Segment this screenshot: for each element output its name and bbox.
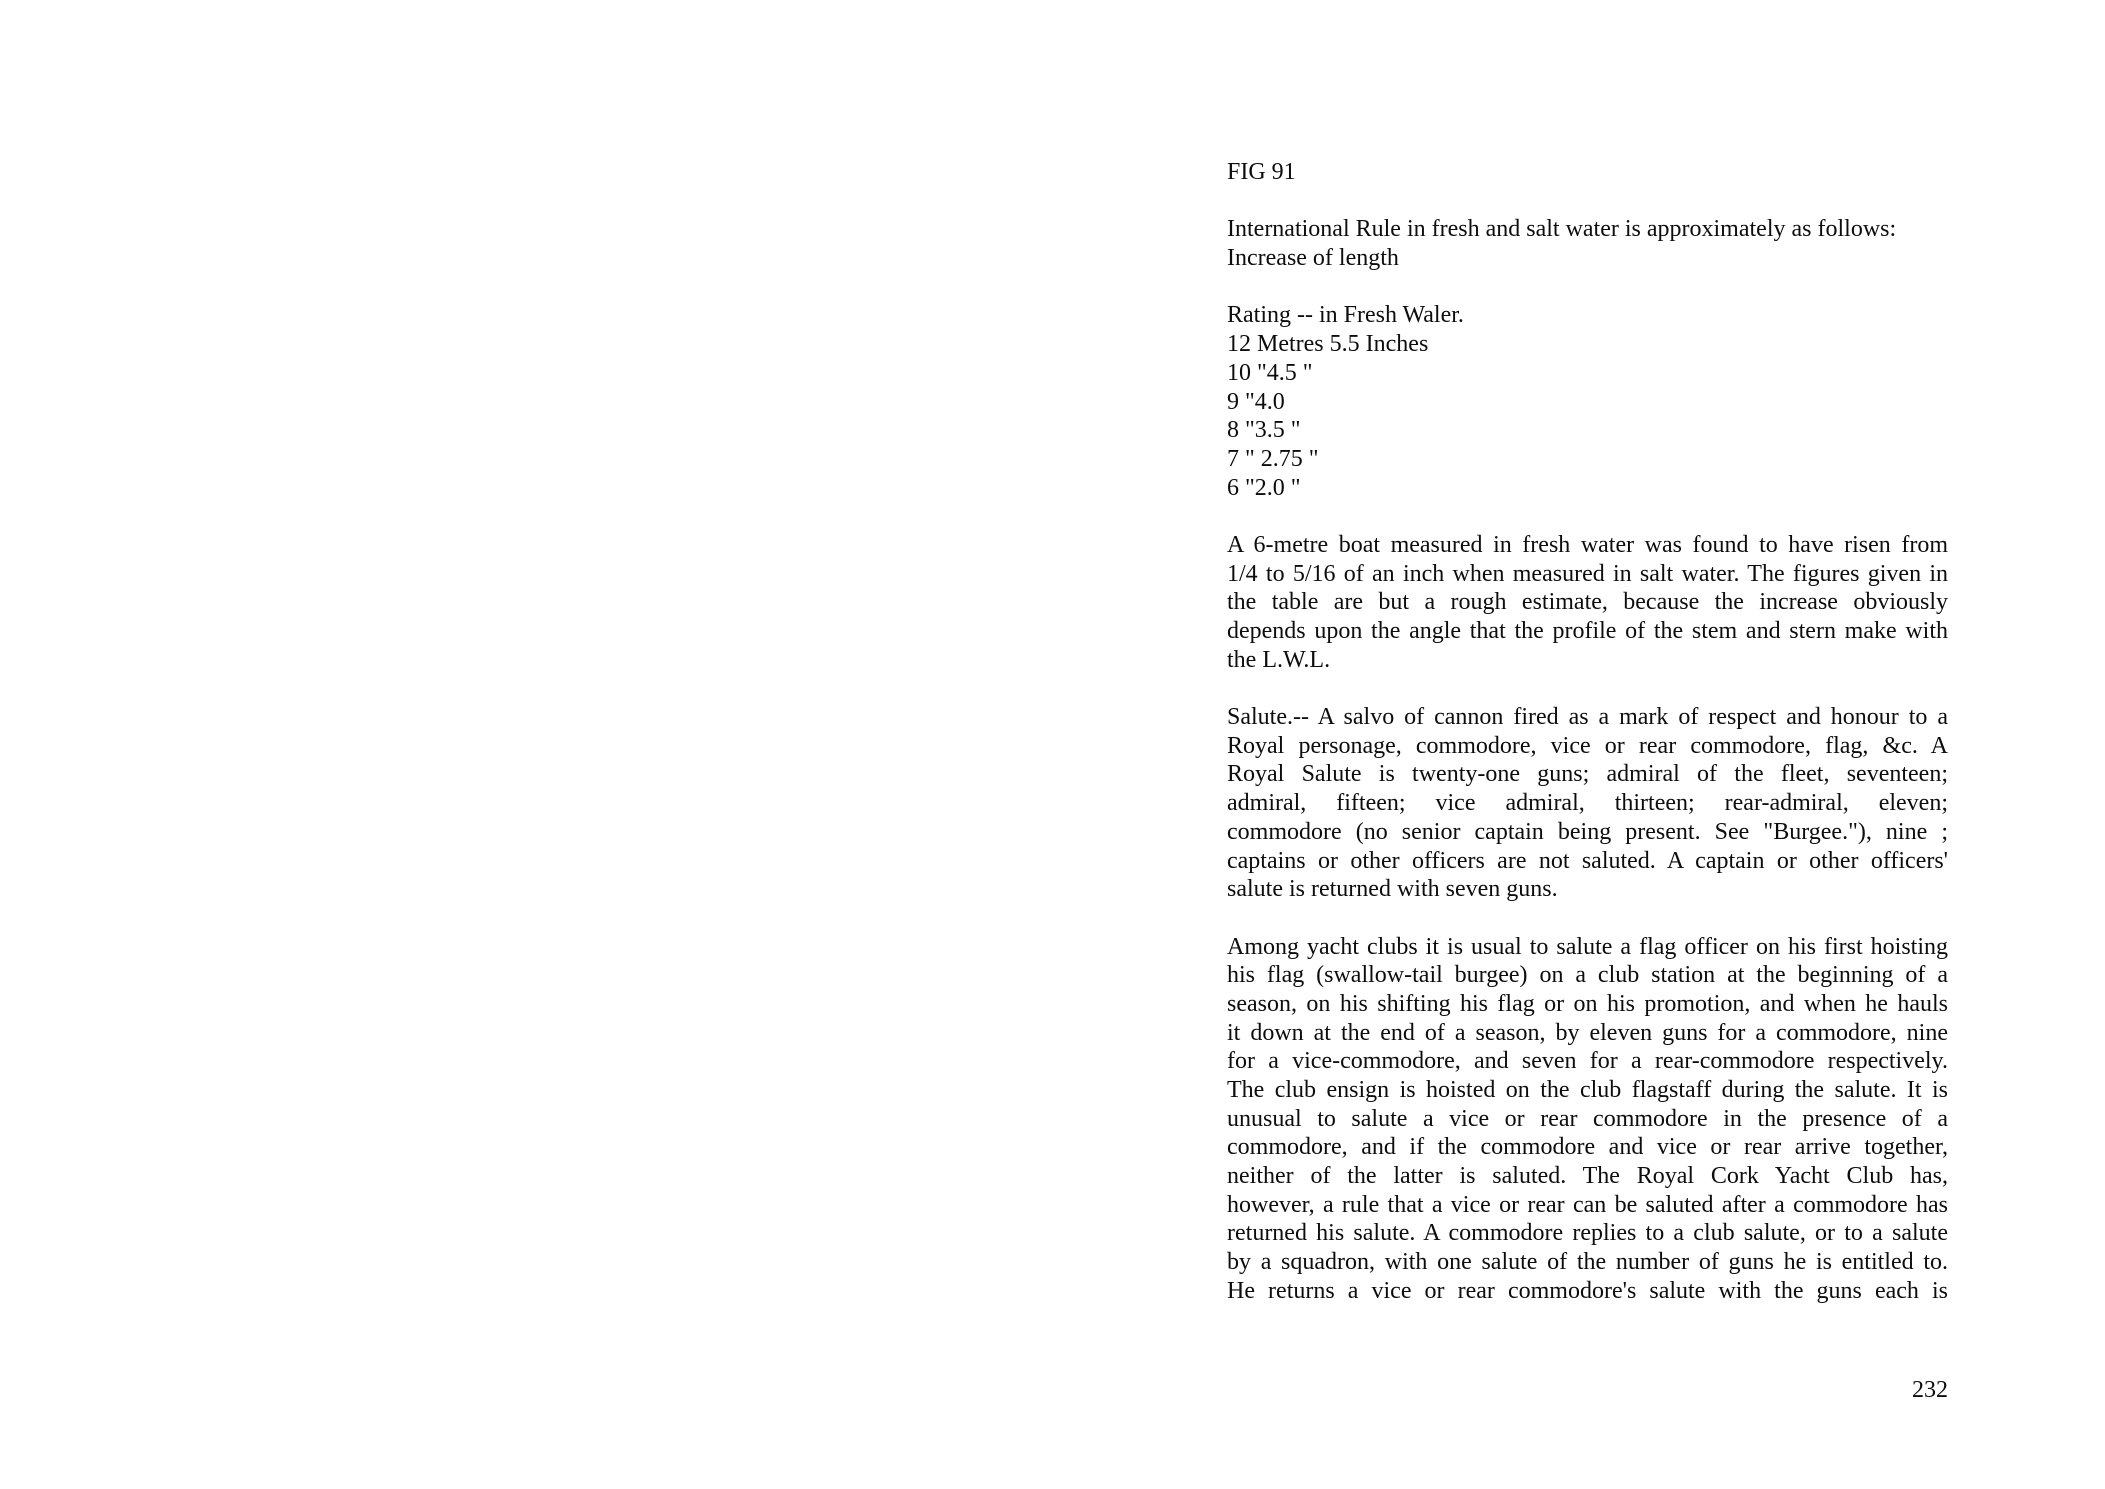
paragraph-yacht-club-salutes-line: returned his salute. A commodore replies to a club salute, or to a salute: [1227, 1220, 1948, 1247]
paragraph-yacht-club-salutes-line: for a vice-commodore, and seven for a rear-commodore respectively.: [1227, 1048, 1948, 1075]
rating-table-line: 12 Metres 5.5 Inches: [1227, 331, 1429, 358]
paragraph-yacht-club-salutes-line: it down at the end of a season, by eleven guns for a commodore, nine: [1227, 1019, 1948, 1046]
paragraph-salute-line: admiral, fifteen; vice admiral, thirteen; rear-admiral, eleven;: [1227, 790, 1948, 817]
paragraph-yacht-club-salutes-line: by a squadron, with one salute of the number of guns he is entitled to.: [1227, 1249, 1948, 1276]
paragraph-yacht-club-salutes-line: unusual to salute a vice or rear commodore in the presence of a: [1227, 1105, 1948, 1132]
figure-label-line: FIG 91: [1227, 159, 1296, 185]
paragraph-yacht-club-salutes-line: Among yacht clubs it is usual to salute a flag officer on his first hoisting: [1227, 933, 1948, 960]
blank-line: [1227, 273, 1948, 302]
page-number: 232: [1912, 1377, 1948, 1403]
paragraph-salute-line: Royal personage, commodore, vice or rear commodore, flag, &c. A: [1227, 732, 1948, 759]
intro-paragraph-line: International Rule in fresh and salt water is approximately as follows:: [1227, 216, 1897, 243]
blank-line: [1227, 674, 1948, 703]
blank-line: [1227, 502, 1948, 531]
paragraph-salute-line: Salute.-- A salvo of cannon fired as a mark of respect and honour to a: [1227, 704, 1948, 731]
rating-table-line: 9 "4.0: [1227, 388, 1285, 415]
rating-table-line: 6 "2.0 ": [1227, 474, 1301, 501]
paragraph-yacht-club-salutes-line: neither of the latter is saluted. The Royal Cork Yacht Club has,: [1227, 1163, 1948, 1190]
rating-table-line: Rating -- in Fresh Waler.: [1227, 302, 1464, 329]
rating-table-line: 8 "3.5 ": [1227, 417, 1301, 444]
paragraph-salute-line: Royal Salute is twenty-one guns; admiral of the fleet, seventeen;: [1227, 761, 1948, 788]
rating-table-line: 10 "4.5 ": [1227, 359, 1313, 386]
paragraph-yacht-club-salutes-line: commodore, and if the commodore and vice or rear arrive together,: [1227, 1134, 1948, 1161]
paragraph-fresh-water-measurement-line: the L.W.L.: [1227, 646, 1331, 673]
blank-line: [1227, 187, 1948, 216]
paragraph-fresh-water-measurement-line: A 6-metre boat measured in fresh water was found to have risen from: [1227, 531, 1948, 558]
paragraph-salute-line: commodore (no senior captain being present. See "Burgee."), nine ;: [1227, 818, 1948, 845]
text-column: [1227, 158, 1948, 1306]
paragraph-yacht-club-salutes-line: The club ensign is hoisted on the club flagstaff during the salute. It is: [1227, 1077, 1948, 1103]
paragraph-fresh-water-measurement-line: depends upon the angle that the profile of the stem and stern make with: [1227, 618, 1948, 644]
paragraph-fresh-water-measurement-line: 1/4 to 5/16 of an inch when measured in salt water. The figures given in: [1227, 560, 1948, 587]
paragraph-yacht-club-salutes-line: however, a rule that a vice or rear can be saluted after a commodore has: [1227, 1191, 1948, 1218]
paragraph-yacht-club-salutes-line: his flag (swallow-tail burgee) on a club station at the beginning of a: [1227, 962, 1948, 989]
rating-table-line: 7 " 2.75 ": [1227, 445, 1319, 472]
intro-paragraph-line: Increase of length: [1227, 245, 1399, 272]
paragraph-salute-line: captains or other officers are not saluted. A captain or other officers': [1227, 847, 1948, 874]
blank-line: [1227, 904, 1948, 933]
paragraph-salute-line: salute is returned with seven guns.: [1227, 876, 1558, 903]
paragraph-fresh-water-measurement-line: the table are but a rough estimate, because the increase obviously: [1227, 589, 1948, 616]
paragraph-yacht-club-salutes-line: He returns a vice or rear commodore's salute with the guns each is: [1227, 1277, 1948, 1304]
paragraph-yacht-club-salutes-line: season, on his shifting his flag or on his promotion, and when he hauls: [1227, 990, 1948, 1017]
